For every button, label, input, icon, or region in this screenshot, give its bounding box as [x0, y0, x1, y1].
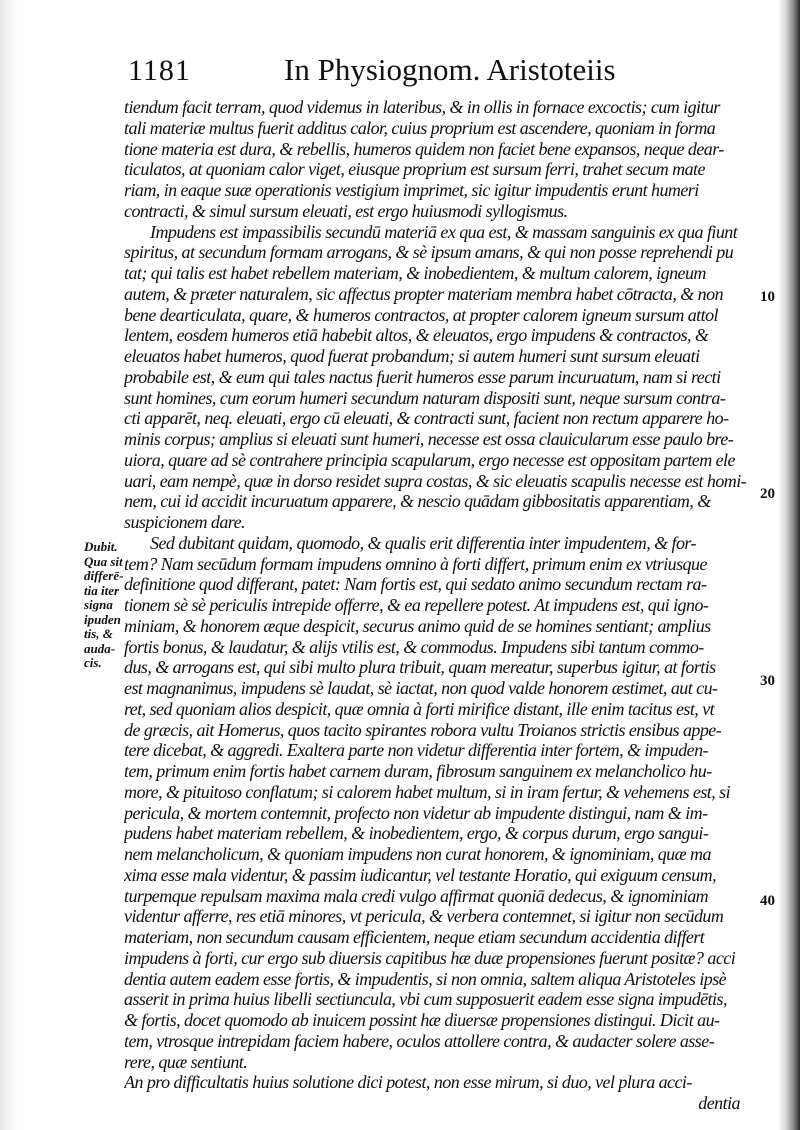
- page-gutter-shadow: [0, 0, 18, 1130]
- page-edge-shadow: [778, 0, 800, 1130]
- text-line: probabile est, & eum qui tales nactus fuerit humeros esse parum incuruatum, nam si recti: [124, 366, 721, 387]
- text-line: autem, & præter naturalem, sic affectus propter materiam membra habet cōtracta, & non: [124, 283, 724, 304]
- text-line: more, & pituitoso conflatum; si calorem habet multum, si in iram fertur, & vehemens est, si: [124, 781, 731, 802]
- text-line: Impudens est impassibilis secundū materiā ex qua est, & massam sanguinis ex qua fiunt: [150, 221, 738, 242]
- text-line: tiendum facit terram, quod videmus in lateribus, & in ollis in fornace excoctis; cum igitur: [124, 97, 720, 117]
- text-line: nem, cui id accidit incuruatum apparere, & nescio quādam gibbositatis apparentiam, &: [124, 491, 711, 512]
- text-line: sunt homines, cum eorum humeri secundum naturam dispositi sunt, neque sursum contra-: [124, 387, 726, 408]
- text-line: ret, sed quoniam alios despicit, quæ omnia à forti mirifice distant, ille enim tacitus est, vt: [124, 698, 715, 719]
- text-line: eleuatos habet humeros, quod fuerat probandum; si autem humeri sunt sursum eleuati: [124, 346, 700, 366]
- page-number: 1181: [128, 54, 191, 87]
- text-line: est magnanimus, impudens sè laudat, sè iactat, non quod valde honorem æstimet, aut cu-: [124, 678, 718, 698]
- text-line: definitione quod differant, patet: Nam fortis est, qui sedato animo secundum rectam ra-: [124, 574, 707, 595]
- text-line: suspicionem dare.: [124, 512, 245, 532]
- text-line: videntur afferre, res etiā minores, vt pericula, & verbera contemnet, si igitur non secūdum: [124, 906, 724, 927]
- marginal-note-line: cis.: [84, 655, 102, 670]
- text-line: dentia: [698, 1093, 740, 1113]
- text-line: tere dicebat, & aggredi. Exaltera parte non videtur differentia inter fortem, & impuden-: [124, 740, 708, 761]
- text-line: turpemque repulsam maxima mala credi vulgo affirmat quoniā dedecus, & ignominiam: [124, 885, 709, 906]
- text-line: spiritus, at secundum formam arrogans, & sè ipsum amans, & qui non posse reprehendi pu: [124, 242, 734, 263]
- text-line: tem, vtrosque intrepidam faciem habere, oculos attollere contra, & audacter solere asse-: [124, 1030, 715, 1051]
- text-line: materiam, non secundum causam efficientem, neque etiam secundum accidentia differt: [124, 927, 705, 947]
- text-line: pericula, & mortem contemnit, profecto non videtur ab impudente distingui, nam & im-: [124, 802, 708, 823]
- text-line: Sed dubitant quidam, quomodo, & qualis erit differentia inter impudentem, & for-: [150, 532, 696, 553]
- text-line: riam, in eaque suæ operationis vestigium imprimet, sic igitur impudentis erunt humeri: [124, 180, 699, 200]
- marginal-note-line: differē-: [84, 568, 124, 583]
- marginal-note-line: auda-: [84, 640, 116, 656]
- text-line: tem? Nam secūdum formam impudens omnino à forti differt, primum enim ex vtriusque: [124, 553, 707, 574]
- text-line: xima esse mala videntur, & passim iudicantur, vel testante Horatio, qui exiguum censum,: [124, 864, 717, 885]
- text-line: asserit in prima huius libelli sectiuncula, vbi cum supposuerit eadem esse signa impudētis,: [124, 989, 727, 1010]
- text-line: dus, & arrogans est, qui sibi multo plura tribuit, quam mereatur, superbus igitur, at fortis: [124, 657, 716, 678]
- marginal-note: [84, 540, 124, 671]
- margin-line-number-40: 40: [760, 893, 775, 909]
- marginal-note-line: signa: [84, 597, 113, 612]
- text-line: rere, quæ sentiunt.: [124, 1051, 248, 1072]
- text-line: cti apparēt, neq. eleuati, ergo cū eleuati, & contracti sunt, facient non rectum apparere ho-: [124, 408, 729, 429]
- text-line: fortis bonus, & laudatur, & alijs vtilis est, & commodus. Impudens sibi tantum commo-: [124, 636, 704, 657]
- text-line: nem melancholicum, & quoniam impudens non curat honorem, & ignominiam, quæ ma: [124, 844, 711, 864]
- text-line: contracti, & simul sursum eleuati, est ergo huiusmodi syllogismus.: [124, 200, 568, 221]
- text-line: An pro difficultatis huius solutione dici potest, non esse mirum, si duo, vel plura acci-: [124, 1072, 692, 1093]
- text-line: miniam, & honorem æque despicit, securus animo quid de se homines sentiant; amplius: [124, 615, 711, 636]
- marginal-note-line: tis, &: [84, 626, 113, 641]
- text-line: uiora, quare ad sè contrahere principia scapularum, ergo necesse est oppositam partem ele: [124, 449, 735, 470]
- text-line: tione materia est dura, & rebellis, humeros quidem non faciet bene expansos, neque dear-: [124, 138, 724, 159]
- text-line: bene dearticulata, quare, & humeros contractos, at propter calorem igneum sursum attol: [124, 304, 718, 325]
- text-line: ticulatos, at quoniam calor viget, eiusque proprium est sursum ferri, trahet secum mate: [124, 159, 705, 180]
- text-line: impudens à forti, cur ergo sub diuersis capitibus hæ duæ propensiones fuerunt positæ? acci: [124, 947, 736, 968]
- text-line: tem, primum enim fortis habet carnem duram, fibrosum sanguinem ex melancholico hu-: [124, 761, 712, 781]
- margin-line-number-30: 30: [760, 673, 775, 689]
- text-line: uari, eam nempè, quæ in dorso residet supra costas, & sic eleuatis scapulis necesse est homi-: [124, 470, 747, 491]
- text-line: tionem sè sè periculis intrepide offerre, & ea repellere potest. At impudens est, qui igno-: [124, 595, 709, 615]
- marginal-note-line: ipuden: [84, 611, 121, 627]
- marginal-note-line: tia iter: [84, 582, 120, 598]
- text-line: & fortis, docet quomodo ab inuicem possint hæ diuersæ propensiones distingui. Dicit au-: [124, 1010, 720, 1030]
- page-header: [118, 48, 758, 92]
- text-line: minis corpus; amplius si eleuati sunt humeri, necesse est ossa clauicularum esse paulo bre-: [124, 429, 734, 449]
- body-text: [124, 97, 760, 1114]
- margin-line-number-20: 20: [760, 486, 775, 502]
- text-line: dentia autem eadem esse fortis, & impudentis, si non omnia, saltem aliqua Aristoteles ipsè: [124, 968, 727, 989]
- text-line: de græcis, ait Homerus, quos tacito spirantes robora vultu Troianos strictis ensibus appe-: [124, 719, 722, 740]
- text-line: tat; qui talis est habet rebellem materiam, & inobedientem, & multum calorem, igneum: [124, 263, 706, 283]
- text-line: tali materiæ multus fuerit additus calor, cuius proprium est ascendere, quoniam in forma: [124, 117, 716, 138]
- marginal-note-line: Qua sit: [84, 553, 123, 569]
- margin-line-number-10: 10: [760, 289, 775, 305]
- text-line: pudens habet materiam rebellem, & inobedientem, ergo, & corpus durum, ergo sangui-: [124, 823, 709, 844]
- text-line: lentem, eosdem humeros etiā habebit altos, & eleuatos, ergo impudens & contractos, &: [124, 325, 709, 346]
- running-title: In Physiognom. Aristoteiis: [284, 52, 616, 87]
- marginal-note-line: Dubit.: [84, 539, 118, 554]
